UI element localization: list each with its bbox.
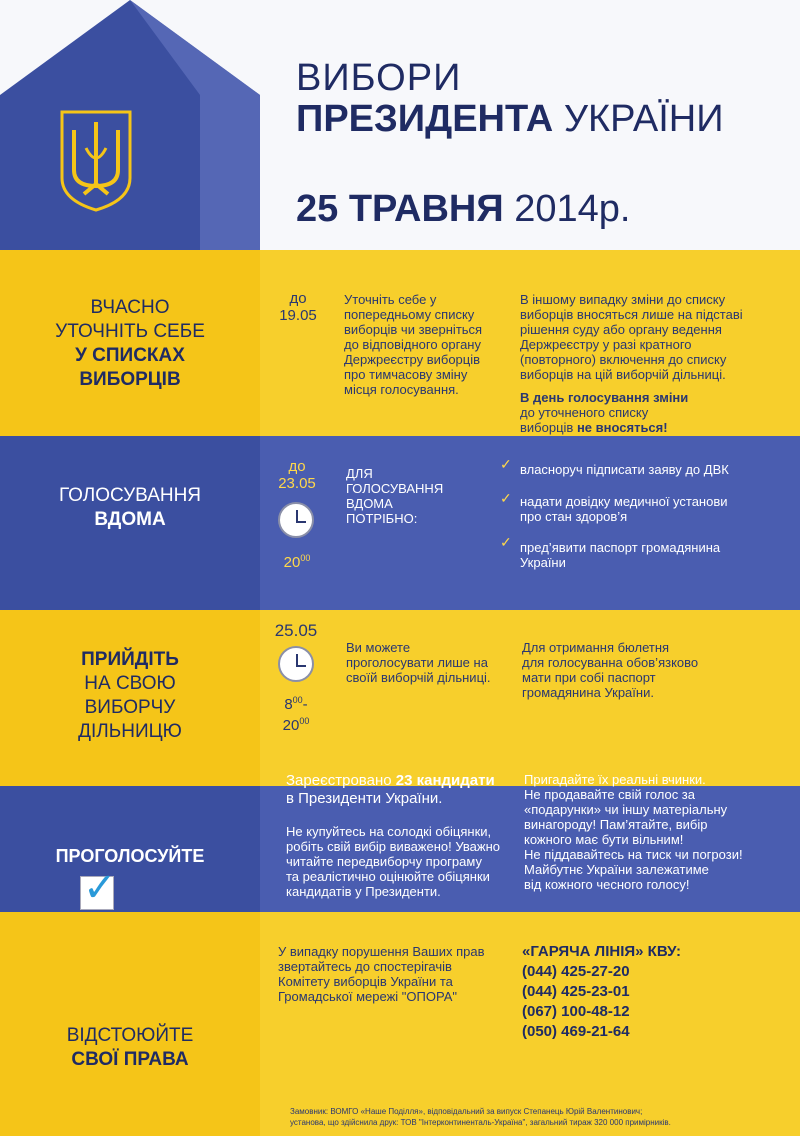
phone-number: (067) 100-48-12 — [522, 1003, 630, 1020]
section2-item2: надати довідку медичної установи про стан здоров’я — [520, 494, 728, 524]
checkmark-icon: ✓ — [500, 490, 512, 506]
phone-number: (044) 425-27-20 — [522, 963, 630, 980]
section1-text1: Уточніть себе у попередньому списку виборців чи зверніться до відповідного органу Держреєстру виборців про тимчасову зміну місця голосування. — [344, 292, 483, 397]
phone-number: (050) 469-21-64 — [522, 1023, 630, 1040]
election-date: 25 ТРАВНЯ 2014р. — [296, 188, 631, 230]
section1-label: ВЧАСНО УТОЧНІТЬ СЕБЕ У СПИСКАХ ВИБОРЦІВ — [55, 297, 205, 390]
ballot-checkbox-icon: ✓ — [80, 876, 114, 910]
section1-text2: В іншому випадку зміни до списку виборців вносяться лише на підставі рішення суду або органу ведення Держреєстру у разі кратного (повторного) включення до списку виборців на цій виборчій дільниці. В день голосування зміни до уточненого списку виборців не вносяться! — [520, 292, 743, 435]
section4-text1: Не купуйтесь на солодкі обіцянки, робіть свій вибір виважено! Уважно читайте передвиборчу програму та реалістично оцінюйте обіцянки кандидатів у Президенти. — [286, 824, 500, 899]
section5-label: ВІДСТОЮЙТЕ СВОЇ ПРАВА — [66, 1025, 194, 1070]
section2-label: ГОЛОСУВАННЯ ВДОМА — [58, 485, 202, 530]
section3-label: ПРИЙДІТЬ НА СВОЮ ВИБОРЧУ ДІЛЬНИЦЮ — [78, 649, 182, 742]
trident-coat-of-arms-icon — [58, 108, 134, 212]
section2-needed: ДЛЯ ГОЛОСУВАННЯ ВДОМА ПОТРІБНО: — [346, 466, 444, 526]
section1-date: до 19.05 — [279, 290, 317, 324]
section5-text1: У випадку порушення Ваших прав звертайтесь до спостерігачів Комітету виборців України та Громадської мережі "ОПОРА" — [278, 944, 485, 1004]
clock-icon — [278, 646, 314, 682]
section3-date: 25.05 — [274, 621, 318, 640]
section4-label: ПРОГОЛОСУЙТЕ — [55, 846, 205, 866]
section2-date: до 23.05 — [278, 458, 316, 492]
section2-item1: власноруч підписати заяву до ДВК — [520, 462, 729, 477]
section3-text1: Ви можете проголосувати лише на своїй виборчій дільниці. — [346, 640, 491, 685]
phone-number: (044) 425-23-01 — [522, 983, 630, 1000]
section-check-lists — [0, 250, 800, 436]
footer — [0, 1098, 800, 1136]
title-line2: ПРЕЗИДЕНТА УКРАЇНИ — [296, 98, 724, 140]
title-line1: ВИБОРИ — [296, 57, 462, 99]
hotline-block — [522, 942, 681, 1042]
page-title — [296, 58, 724, 140]
section4-left — [0, 786, 260, 912]
section-come-to-station — [0, 610, 800, 786]
checkmark-icon: ✓ — [500, 534, 512, 550]
section3-text2: Для отримання бюлетня для голосуванна обов’язково мати при собі паспорт громадянина України. — [522, 640, 699, 700]
header — [0, 0, 800, 250]
section4-text2: Пригадайте їх реальні вчинки. Не продавайте свій голос за «подарунки» чи іншу матеріальну винагороду! Пам’ятайте, вибір кожного має бути вільним! Не піддавайтесь на тиск чи погрози! Майбутнє України залежатиме від кожного чесного голосу! — [524, 772, 743, 892]
checkmark-icon: ✓ — [500, 456, 512, 472]
clock-icon — [278, 502, 314, 538]
footer-imprint: Замовник: ВОМГО «Наше Поділля», відповідальний за випуск Степанець Юрій Валентинович; установа, що здійснила друк: ТОВ "Інтерконтиненталь-Україна", загальний тираж 320 000 примірників. — [290, 1107, 671, 1127]
section2-time: $20^{00}$ — [283, 553, 311, 571]
hotline-title: «ГАРЯЧА ЛІНІЯ» КВУ: — [522, 943, 682, 960]
section-defend-rights — [0, 912, 800, 1098]
section4-registered: Зареєстровано 23 кандидати в Президенти України. — [286, 772, 495, 807]
section2-item3: пред’явити паспорт громадянина України — [520, 540, 721, 570]
section-home-voting — [0, 436, 800, 610]
section3-time: $8^{00}-$ $20^{00}$ — [282, 695, 310, 734]
